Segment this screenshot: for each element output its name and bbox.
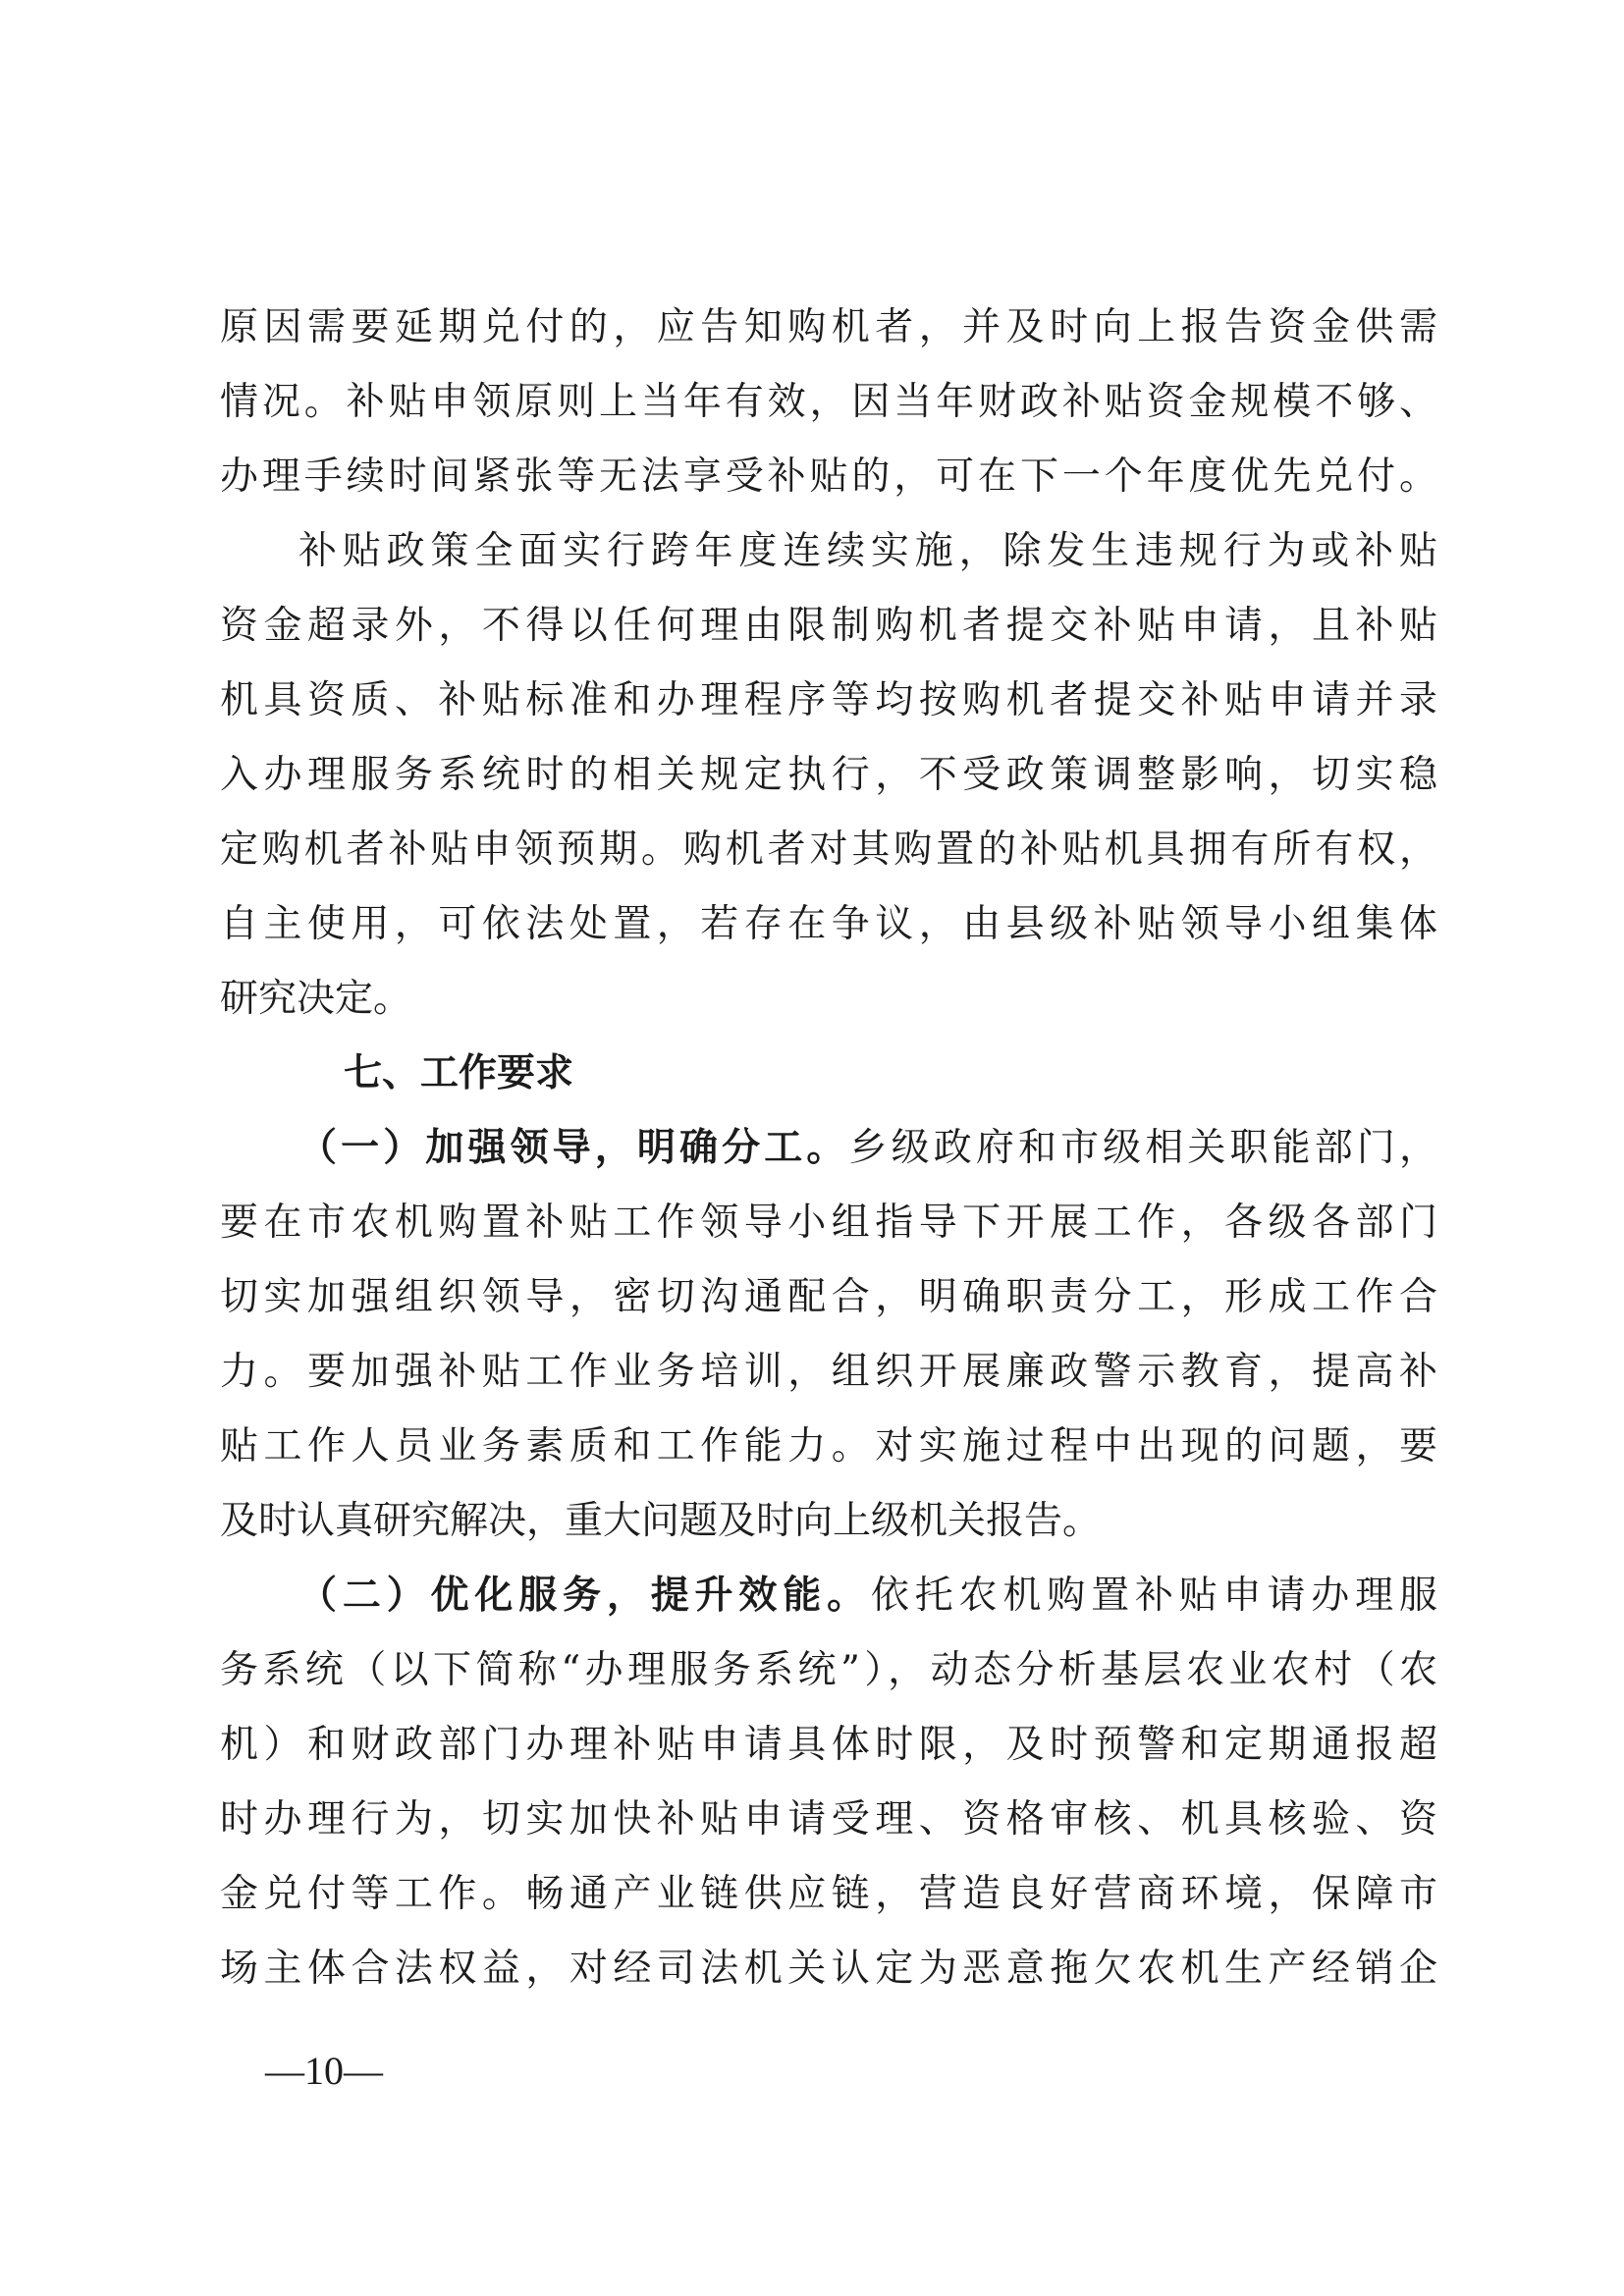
paragraph-first-line <box>298 1111 1437 1186</box>
subsection-lead: （一）加强领导，明确分工。 <box>298 1126 849 1170</box>
paragraph-first-line <box>298 1559 1437 1633</box>
body-text-line: 机具资质、补贴标准和办理程序等均按购机者提交补贴申请并录 <box>220 678 1437 722</box>
section-heading: 七、工作要求 <box>344 1051 574 1095</box>
body-text-line: 力。要加强补贴工作业务培训，组织开展廉政警示教育，提高补 <box>220 1350 1437 1394</box>
body-text-line: 办理手续时间紧张等无法享受补贴的，可在下一个年度优先兑付。 <box>220 454 1437 499</box>
body-text-line: 入办理服务系统时的相关规定执行，不受政策调整影响，切实稳 <box>220 753 1437 797</box>
body-text-line: 原因需要延期兑付的，应告知购机者，并及时向上报告资金供需 <box>220 305 1437 349</box>
body-text-line: 定购机者补贴申领预期。购机者对其购置的补贴机具拥有所有权， <box>220 828 1437 872</box>
body-text-line: 情况。补贴申领原则上当年有效，因当年财政补贴资金规模不够、 <box>220 380 1437 424</box>
body-text-line: 研究决定。 <box>220 977 412 1021</box>
body-text-fragment: 乡级政府和市级相关职能部门， <box>848 1126 1437 1170</box>
body-text-line: 务系统（以下简称“办理服务系统”），动态分析基层农业农村（农 <box>220 1648 1437 1692</box>
subsection-lead: （二）优化服务，提升效能。 <box>298 1574 871 1618</box>
body-text-line: 时办理行为，切实加快补贴申请受理、资格审核、机具核验、资 <box>220 1797 1437 1842</box>
body-text-line: 补贴政策全面实行跨年度连续实施，除发生违规行为或补贴 <box>298 529 1437 573</box>
body-text-line: 资金超录外，不得以任何理由限制购机者提交补贴申请，且补贴 <box>220 604 1437 648</box>
body-text-line: 机）和财政部门办理补贴申请具体时限，及时预警和定期通报超 <box>220 1723 1437 1767</box>
body-text-line: 切实加强组织领导，密切沟通配合，明确职责分工，形成工作合 <box>220 1275 1437 1319</box>
body-text-line: 金兑付等工作。畅通产业链供应链，营造良好营商环境，保障市 <box>220 1872 1437 1916</box>
body-text-line: 自主使用，可依法处置，若存在争议，由县级补贴领导小组集体 <box>220 902 1437 946</box>
body-text-line: 贴工作人员业务素质和工作能力。对实施过程中出现的问题，要 <box>220 1424 1437 1468</box>
body-text-line: 及时认真研究解决，重大问题及时向上级机关报告。 <box>220 1499 1102 1543</box>
body-text-fragment: 依托农机购置补贴申请办理服 <box>870 1574 1437 1618</box>
page-number: —10— <box>265 2049 383 2093</box>
body-text-line: 要在市农机购置补贴工作领导小组指导下开展工作，各级各部门 <box>220 1201 1437 1245</box>
body-text-line: 场主体合法权益，对经司法机关认定为恶意拖欠农机生产经销企 <box>220 1947 1437 1991</box>
